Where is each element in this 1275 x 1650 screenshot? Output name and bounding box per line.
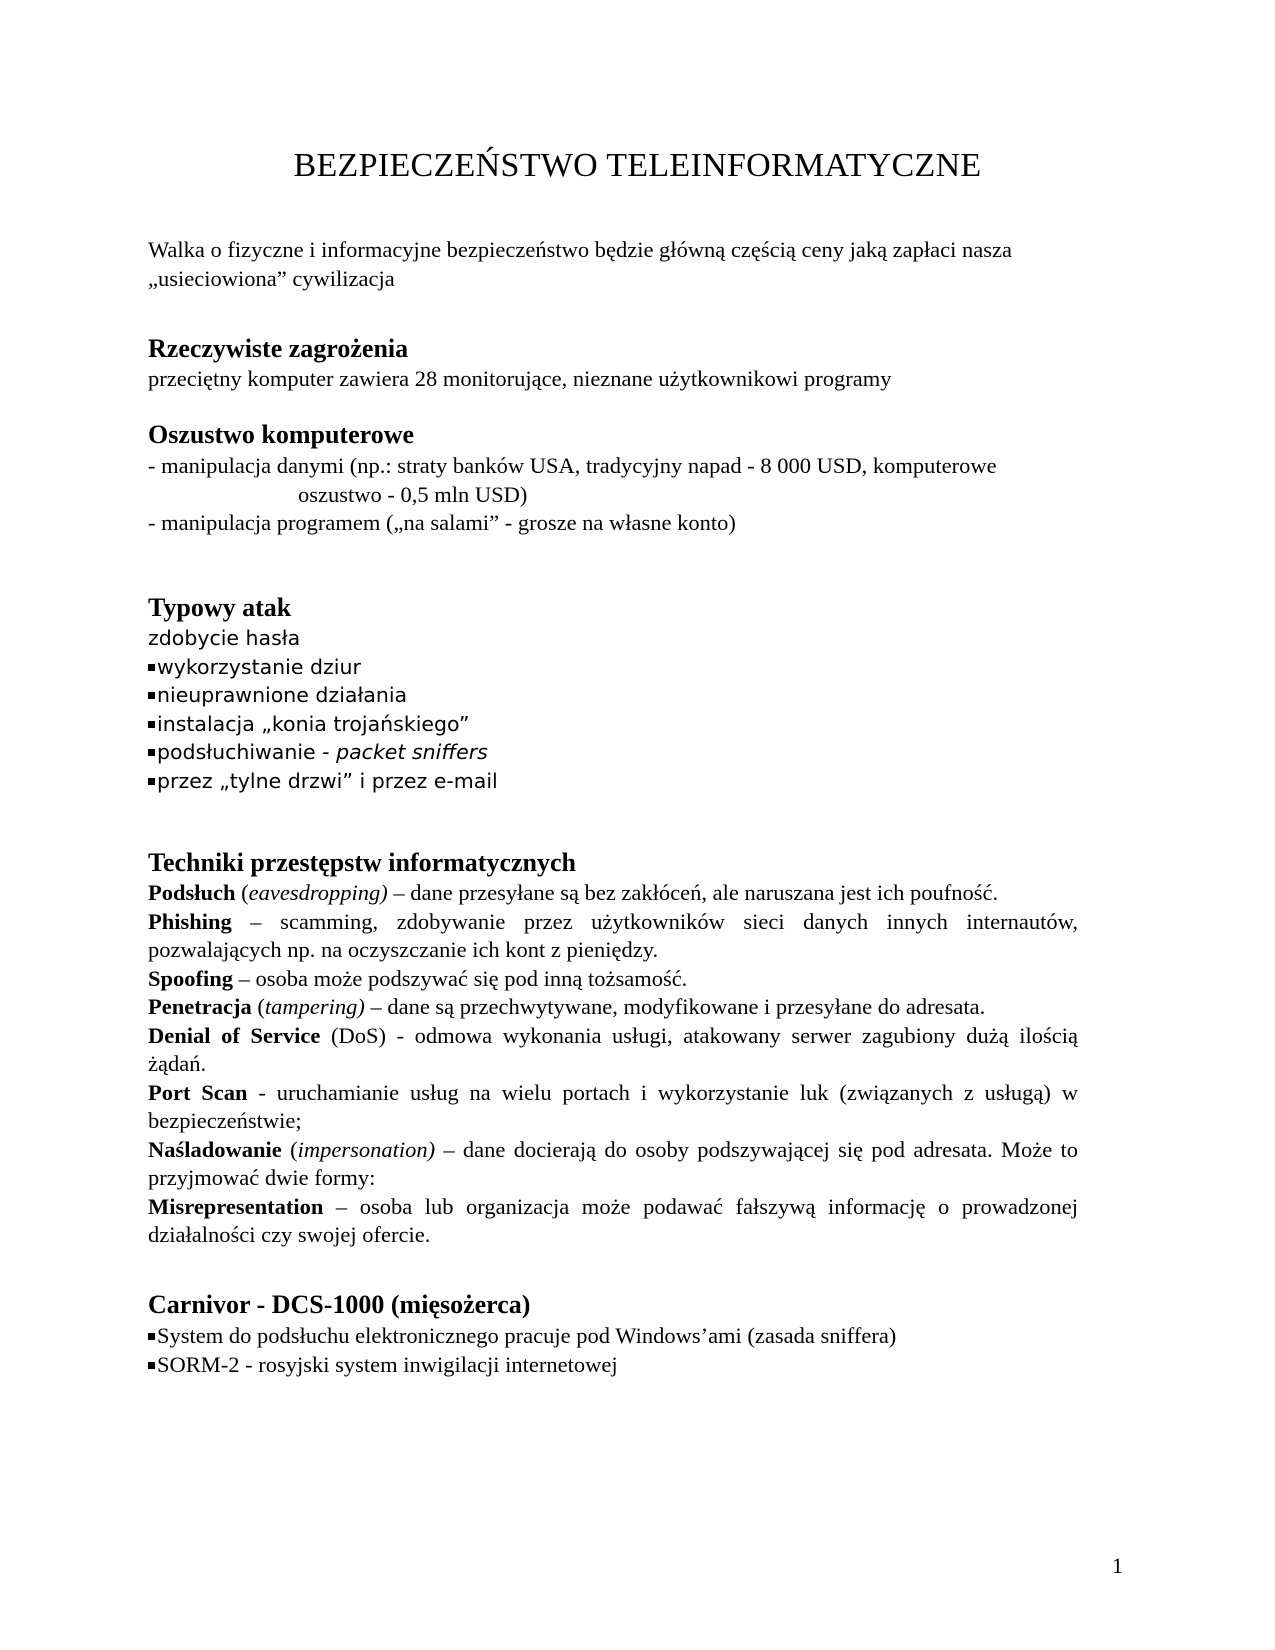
technique-entry: Port Scan - uruchamianie usług na wielu portach i wykorzystanie luk (związanych z usługą) w bezpieczeństwie; xyxy=(148,1079,1078,1133)
list-item: podsłuchiwanie - packet sniffers xyxy=(148,738,1128,767)
technique-entry: Spoofing – osoba może podszywać się pod inną tożsamość. xyxy=(148,965,688,991)
list-item: SORM-2 - rosyjski system inwigilacji internetowej xyxy=(148,1351,1128,1380)
heading-fraud: Oszustwo komputerowe xyxy=(148,420,415,449)
list-item: wykorzystanie dziur xyxy=(148,653,1128,682)
bullet-icon xyxy=(148,1333,155,1340)
intro-paragraph xyxy=(148,236,1138,293)
heading-attack: Typowy atak xyxy=(148,593,292,622)
intro-line-1: Walka o fizyczne i informacyjne bezpieczeństwo będzie główną częścią ceny jaką zapłaci nasza xyxy=(148,237,1012,262)
techniques-list xyxy=(148,879,1078,1250)
heading-techniques: Techniki przestępstw informatycznych xyxy=(148,848,577,877)
fraud-text xyxy=(148,452,1128,538)
bullet-icon xyxy=(148,778,155,785)
list-item: nieuprawnione działania xyxy=(148,681,1128,710)
attack-list xyxy=(148,624,1128,795)
bullet-icon xyxy=(148,721,155,728)
fraud-line-1: - manipulacja danymi (np.: straty banków USA, tradycyjny napad - 8 000 USD, komputerowe xyxy=(148,453,997,478)
technique-entry: Phishing – scamming, zdobywanie przez użytkowników sieci danych innych internautów, pozwalających np. na oczyszczanie ich kont z pieniędzy. xyxy=(148,908,1078,962)
technique-entry: Podsłuch (eavesdropping) – dane przesyłane są bez zakłóceń, ale naruszana jest ich poufność. xyxy=(148,880,999,905)
heading-carnivore: Carnivor - DCS-1000 (mięsożerca) xyxy=(148,1290,531,1319)
bullet-icon xyxy=(148,692,155,699)
threats-line: przeciętny komputer zawiera 28 monitorujące, nieznane użytkownikowi programy xyxy=(148,366,892,391)
technique-entry: Denial of Service (DoS) - odmowa wykonania usługi, atakowany serwer zagubiony dużą ilością żądań. xyxy=(148,1022,1078,1076)
carnivore-list xyxy=(148,1322,1128,1379)
list-item: System do podsłuchu elektronicznego pracuje pod Windows’ami (zasada sniffera) xyxy=(148,1322,1128,1351)
list-item: przez „tylne drzwi” i przez e-mail xyxy=(148,767,1128,796)
bullet-icon xyxy=(148,664,155,671)
fraud-line-3: - manipulacja programem („na salami” - grosze na własne konto) xyxy=(148,510,736,535)
attack-first-line: zdobycie hasła xyxy=(148,626,301,650)
bullet-icon xyxy=(148,1362,155,1369)
italic-term: packet sniffers xyxy=(336,740,488,764)
threats-text xyxy=(148,365,1128,394)
bullet-icon xyxy=(148,749,155,756)
list-item: instalacja „konia trojańskiego” xyxy=(148,710,1128,739)
page-number: 1 xyxy=(1112,1553,1123,1578)
heading-threats: Rzeczywiste zagrożenia xyxy=(148,334,409,363)
intro-line-2: „usieciowiona” cywilizacja xyxy=(148,265,395,291)
fraud-line-2: oszustwo - 0,5 mln USD) xyxy=(298,481,528,507)
technique-entry: Misrepresentation – osoba lub organizacja może podawać fałszywą informację o prowadzonej działalności czy swojej ofercie. xyxy=(148,1193,1078,1247)
technique-entry: Naśladowanie (impersonation) – dane docierają do osoby podszywającej się pod adresata. Może to przyjmować dwie formy: xyxy=(148,1136,1078,1190)
technique-entry: Penetracja (tampering) – dane są przechwytywane, modyfikowane i przesyłane do adresata. xyxy=(148,994,986,1019)
document-title: BEZPIECZEŃSTWO TELEINFORMATYCZNE xyxy=(293,147,982,184)
